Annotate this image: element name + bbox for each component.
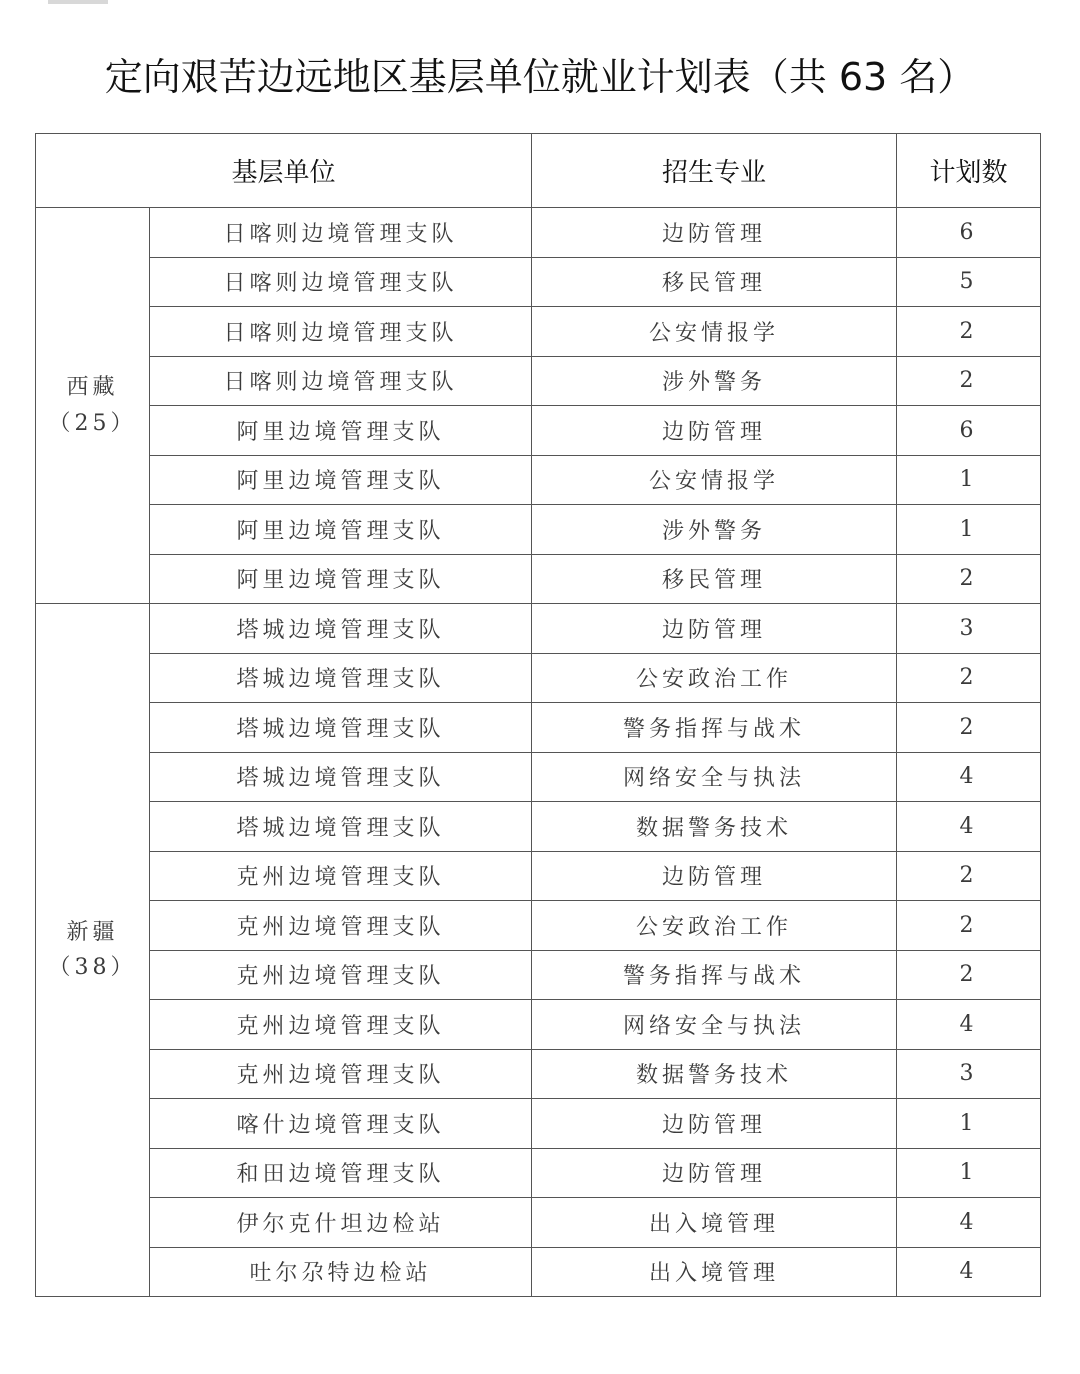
- header-count: 计划数: [897, 134, 1041, 208]
- count-cell: 2: [897, 554, 1041, 604]
- unit-cell: 日喀则边境管理支队: [150, 307, 532, 357]
- plan-table: [35, 133, 1041, 1297]
- major-cell: 边防管理: [532, 604, 897, 654]
- count-cell: 2: [897, 703, 1041, 753]
- unit-cell: 和田边境管理支队: [150, 1148, 532, 1198]
- page-title: 定向艰苦边远地区基层单位就业计划表（共 63 名）: [104, 55, 976, 99]
- count-cell: 1: [897, 1148, 1041, 1198]
- region-cell: [36, 604, 150, 1297]
- table-row: [36, 802, 1041, 852]
- major-cell: 移民管理: [532, 257, 897, 307]
- region-total: （38）: [48, 955, 137, 980]
- major-cell: 数据警务技术: [532, 802, 897, 852]
- major-cell: 公安政治工作: [532, 901, 897, 951]
- count-cell: 2: [897, 851, 1041, 901]
- count-cell: 2: [897, 653, 1041, 703]
- unit-cell: 克州边境管理支队: [150, 1049, 532, 1099]
- count-cell: 2: [897, 307, 1041, 357]
- table-row: [36, 901, 1041, 951]
- unit-cell: 日喀则边境管理支队: [150, 356, 532, 406]
- count-cell: 3: [897, 1049, 1041, 1099]
- major-cell: 移民管理: [532, 554, 897, 604]
- table-row: [36, 1000, 1041, 1050]
- corner-mark: [48, 0, 108, 4]
- unit-cell: 阿里边境管理支队: [150, 406, 532, 456]
- unit-cell: 塔城边境管理支队: [150, 703, 532, 753]
- count-cell: 6: [897, 406, 1041, 456]
- unit-cell: 日喀则边境管理支队: [150, 257, 532, 307]
- unit-cell: 阿里边境管理支队: [150, 554, 532, 604]
- major-cell: 数据警务技术: [532, 1049, 897, 1099]
- count-cell: 4: [897, 752, 1041, 802]
- major-cell: 涉外警务: [532, 505, 897, 555]
- table-body: [36, 208, 1041, 1297]
- major-cell: 网络安全与执法: [532, 1000, 897, 1050]
- major-cell: 边防管理: [532, 406, 897, 456]
- count-cell: 2: [897, 356, 1041, 406]
- count-cell: 3: [897, 604, 1041, 654]
- count-cell: 4: [897, 1000, 1041, 1050]
- region-name: 西藏: [66, 375, 119, 401]
- unit-cell: 塔城边境管理支队: [150, 802, 532, 852]
- header-major: 招生专业: [532, 134, 897, 208]
- unit-cell: 日喀则边境管理支队: [150, 208, 532, 258]
- table-header-row: [36, 134, 1041, 208]
- major-cell: 警务指挥与战术: [532, 703, 897, 753]
- unit-cell: 塔城边境管理支队: [150, 604, 532, 654]
- major-cell: 警务指挥与战术: [532, 950, 897, 1000]
- count-cell: 1: [897, 505, 1041, 555]
- table-row: [36, 208, 1041, 258]
- count-cell: 4: [897, 802, 1041, 852]
- table-row: [36, 752, 1041, 802]
- table-row: [36, 1247, 1041, 1297]
- major-cell: 涉外警务: [532, 356, 897, 406]
- unit-cell: 阿里边境管理支队: [150, 505, 532, 555]
- unit-cell: 克州边境管理支队: [150, 851, 532, 901]
- table-row: [36, 505, 1041, 555]
- major-cell: 出入境管理: [532, 1247, 897, 1297]
- count-cell: 4: [897, 1198, 1041, 1248]
- count-cell: 4: [897, 1247, 1041, 1297]
- table-row: [36, 307, 1041, 357]
- region-name: 新疆: [66, 919, 119, 945]
- count-cell: 5: [897, 257, 1041, 307]
- major-cell: 公安情报学: [532, 307, 897, 357]
- table-row: [36, 406, 1041, 456]
- major-cell: 边防管理: [532, 1099, 897, 1149]
- table-row: [36, 604, 1041, 654]
- unit-cell: 克州边境管理支队: [150, 901, 532, 951]
- unit-cell: 喀什边境管理支队: [150, 1099, 532, 1149]
- count-cell: 2: [897, 901, 1041, 951]
- table-row: [36, 950, 1041, 1000]
- major-cell: 边防管理: [532, 851, 897, 901]
- count-cell: 1: [897, 1099, 1041, 1149]
- unit-cell: 塔城边境管理支队: [150, 653, 532, 703]
- count-cell: 2: [897, 950, 1041, 1000]
- unit-cell: 伊尔克什坦边检站: [150, 1198, 532, 1248]
- major-cell: 出入境管理: [532, 1198, 897, 1248]
- table-row: [36, 1099, 1041, 1149]
- table-row: [36, 653, 1041, 703]
- unit-cell: 阿里边境管理支队: [150, 455, 532, 505]
- unit-cell: 克州边境管理支队: [150, 1000, 532, 1050]
- table-row: [36, 455, 1041, 505]
- header-unit: 基层单位: [36, 134, 532, 208]
- region-total: （25）: [48, 410, 137, 436]
- table-row: [36, 257, 1041, 307]
- major-cell: 边防管理: [532, 1148, 897, 1198]
- table-row: [36, 1148, 1041, 1198]
- major-cell: 公安政治工作: [532, 653, 897, 703]
- major-cell: 网络安全与执法: [532, 752, 897, 802]
- table-row: [36, 1198, 1041, 1248]
- unit-cell: 吐尔尕特边检站: [150, 1247, 532, 1297]
- unit-cell: 塔城边境管理支队: [150, 752, 532, 802]
- table-row: [36, 703, 1041, 753]
- table-row: [36, 554, 1041, 604]
- table-row: [36, 1049, 1041, 1099]
- count-cell: 6: [897, 208, 1041, 258]
- unit-cell: 克州边境管理支队: [150, 950, 532, 1000]
- table-row: [36, 356, 1041, 406]
- major-cell: 边防管理: [532, 208, 897, 258]
- major-cell: 公安情报学: [532, 455, 897, 505]
- count-cell: 1: [897, 455, 1041, 505]
- region-cell: [36, 208, 150, 604]
- table-row: [36, 851, 1041, 901]
